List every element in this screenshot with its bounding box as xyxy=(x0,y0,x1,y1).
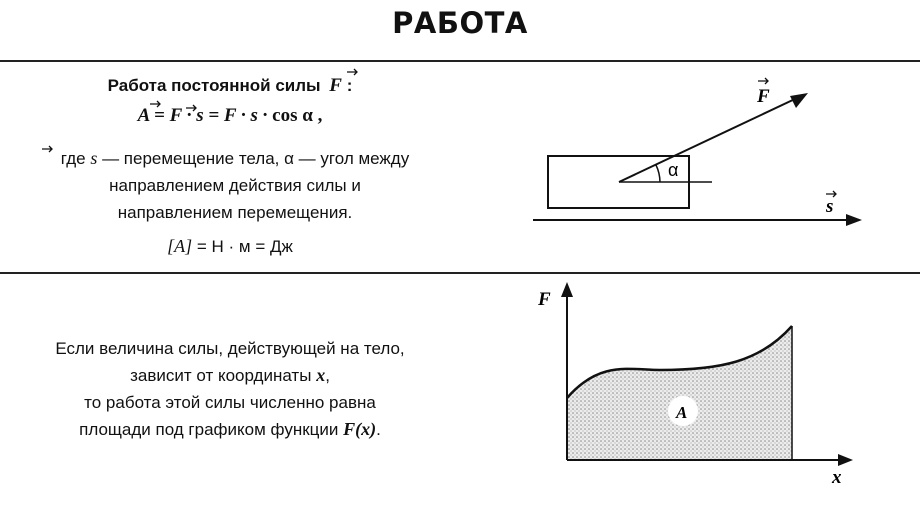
graph-y-arrowhead xyxy=(561,282,573,297)
constant-force-heading-text: Работа постоянной силы xyxy=(107,76,321,95)
variable-line-1: Если величина силы, действующей на тело, xyxy=(55,339,405,358)
area-label: A xyxy=(676,403,688,422)
variable-line-4-text: площади под графиком функции xyxy=(79,420,339,439)
graph-y-label: F xyxy=(538,289,551,310)
variable-line-3: то работа этой силы численно равна xyxy=(84,393,376,412)
force-label-vector-mark xyxy=(758,78,768,84)
force-arrowhead xyxy=(790,93,808,108)
definition-line-2: направлением действия силы и xyxy=(109,176,361,195)
formula-lhs: A = xyxy=(137,105,170,126)
definition-where-text: — перемещение тела, α — угол между xyxy=(102,149,410,168)
definition-line-3: направлением перемещения. xyxy=(117,203,353,222)
force-vector-line xyxy=(619,98,797,182)
variable-line-2-text: зависит от координаты xyxy=(130,366,312,385)
graph-x-label: x xyxy=(832,467,842,488)
vector-marks xyxy=(42,69,357,152)
constant-force-heading-symbol: F xyxy=(329,75,342,96)
formula-alpha: α , xyxy=(302,105,323,126)
angle-arc xyxy=(656,165,660,182)
page-title: РАБОТА xyxy=(392,6,528,40)
angle-label: α xyxy=(668,160,679,180)
variable-line-2-comma: , xyxy=(325,366,330,385)
formula-f: F xyxy=(169,105,182,126)
variable-line-4-period: . xyxy=(376,420,381,439)
formula-s: s xyxy=(196,105,204,126)
force-diagram xyxy=(533,78,862,226)
definition-where: где xyxy=(60,149,86,168)
graph-x-arrowhead xyxy=(838,454,853,466)
displacement-arrowhead xyxy=(846,214,862,226)
work-area xyxy=(567,326,792,460)
force-label: F xyxy=(757,86,770,107)
variable-function: F(x) xyxy=(343,419,377,439)
displacement-label: s xyxy=(826,196,834,217)
units-rest: = Н · м = Дж xyxy=(196,237,293,256)
force-graph xyxy=(537,282,853,488)
formula-mid: = F · s · xyxy=(208,105,273,126)
definition-s-symbol: s xyxy=(90,148,98,168)
formula-cos: cos xyxy=(272,105,298,126)
constant-force-heading-colon: : xyxy=(346,76,353,95)
variable-coordinate: x xyxy=(316,365,326,385)
units-work-symbol: [A] xyxy=(167,236,193,256)
formula-dot: · xyxy=(186,105,197,126)
